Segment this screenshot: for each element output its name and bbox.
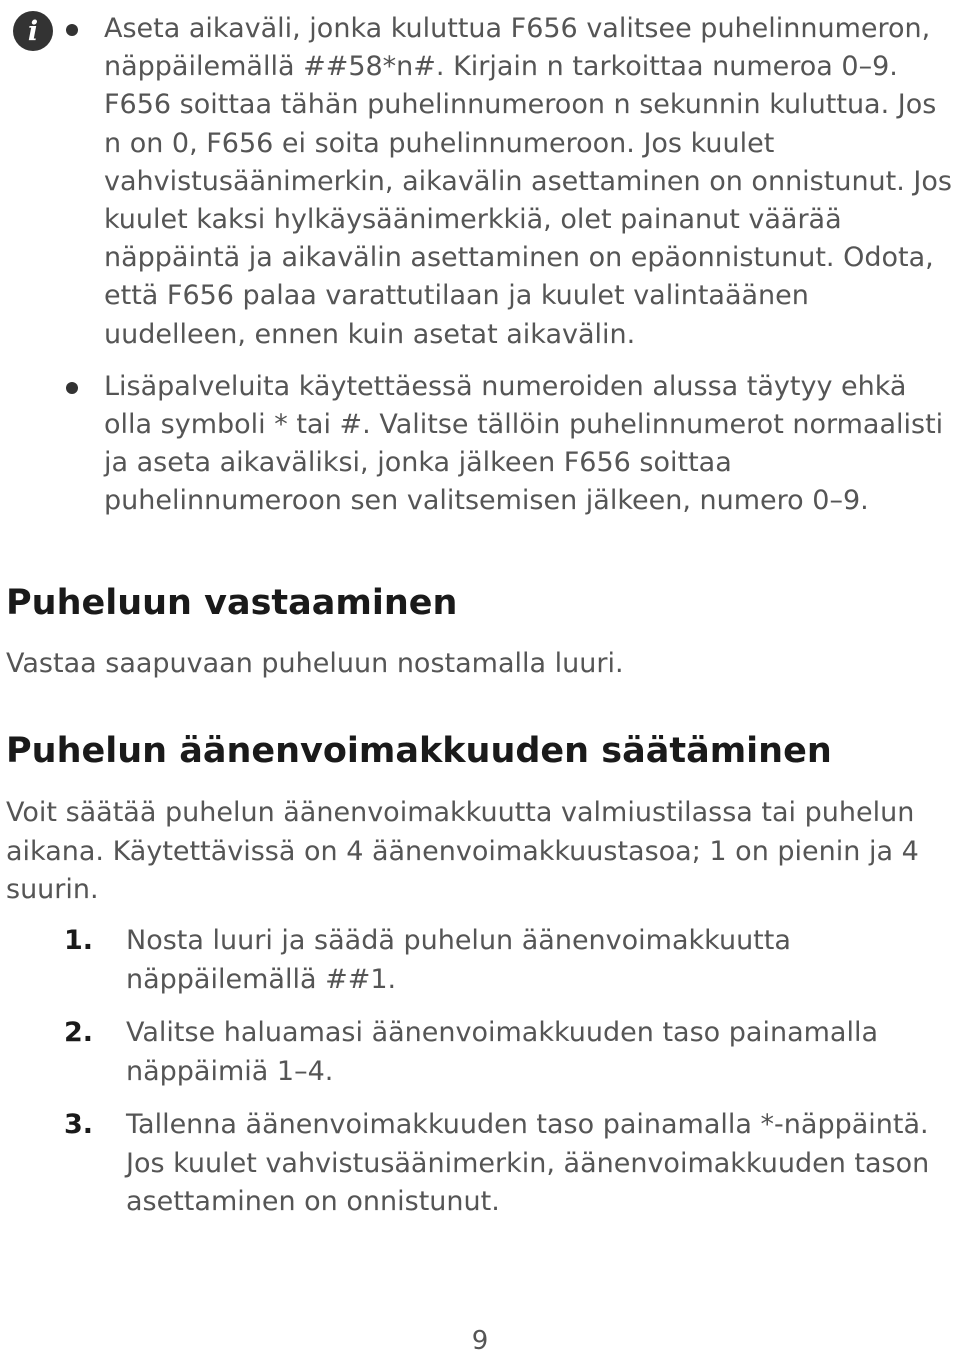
volume-heading: Puhelun äänenvoimakkuuden säätäminen	[6, 731, 832, 771]
step-number: 1.	[64, 925, 94, 956]
bullet-text: Aseta aikaväli, jonka kuluttua F656 valitsee puhelinnumeron, näppäilemällä ##58*n#. Kirjain n tarkoittaa numeroa 0–9. F656 soittaa tähän puhelinnumeroon n sekunnin kuluttua. Jos n on 0, F656 ei soita puhelinnumeroon. Jos kuulet vahvistusäänimerkin, aikavälin asettaminen on onnistunut. Jos kuulet kaksi hylkäysäänimerkkiä, olet painanut väärää näppäintä ja aikavälin asettaminen on epäonnistunut. Odota, että F656 palaa varattutilaan ja kuulet valintaäänen uudelleen, ennen kuin asetat aikavälin.	[104, 13, 952, 350]
bullet-dot-icon	[66, 382, 78, 394]
info-icon-graphic	[12, 10, 54, 52]
step-text: Valitse haluamasi äänenvoimakkuuden taso painamalla näppäimiä 1–4.	[126, 1017, 879, 1087]
note-bullet-list	[64, 10, 954, 535]
step-text: Tallenna äänenvoimakkuuden taso painamalla *-näppäintä. Jos kuulet vahvistusäänimerkin, äänenvoimakkuuden tason asettaminen on onnistunut.	[126, 1109, 930, 1217]
bullet-dot-icon	[66, 24, 78, 36]
step-item	[64, 1106, 956, 1222]
answer-paragraph: Vastaa saapuvaan puheluun nostamalla luuri.	[6, 648, 624, 679]
bullet-text: Lisäpalveluita käytettäessä numeroiden alussa täytyy ehkä olla symboli * tai #. Valitse tällöin puhelinnumerot normaalisti ja aseta aikaväliksi, jonka jälkeen F656 soittaa puhelinnumeroon sen valitsemisen jälkeen, numero 0–9.	[104, 370, 944, 517]
step-text: Nosta luuri ja säädä puhelun äänenvoimakkuutta näppäilemällä ##1.	[126, 925, 791, 995]
step-item	[64, 922, 956, 999]
step-number: 2.	[64, 1017, 94, 1048]
volume-steps-list	[64, 922, 956, 1237]
step-number: 3.	[64, 1109, 94, 1140]
info-icon-letter: i	[27, 16, 39, 47]
list-item	[64, 10, 954, 354]
page-number: 9	[471, 1326, 489, 1356]
answer-heading: Puheluun vastaaminen	[6, 583, 458, 623]
info-icon	[12, 10, 54, 52]
volume-paragraph: Voit säätää puhelun äänenvoimakkuutta valmiustilassa tai puhelun aikana. Käytettävissä on 4 äänenvoimakkuustasoa; 1 on pienin ja 4 suurin.	[6, 797, 919, 905]
step-item	[64, 1014, 956, 1091]
list-item	[64, 368, 954, 521]
